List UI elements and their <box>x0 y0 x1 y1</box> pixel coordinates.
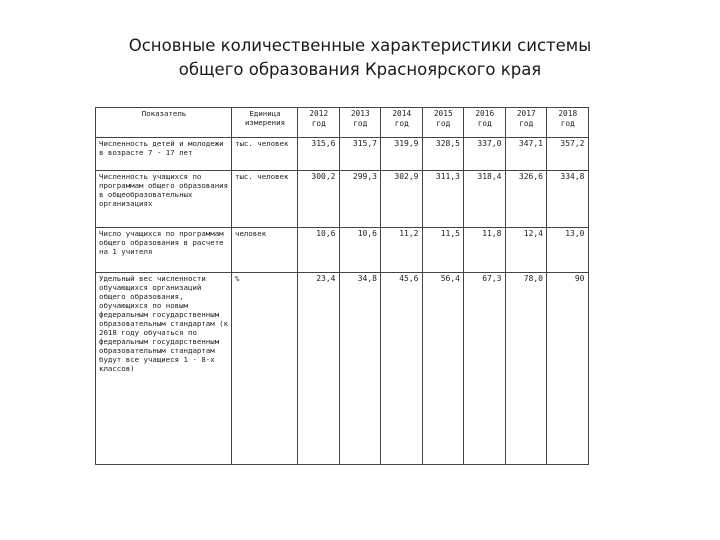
row-value: 11,5 <box>422 228 464 273</box>
row-value: 319,9 <box>381 138 423 171</box>
header-year-label: год <box>353 119 368 128</box>
row-value: 11,2 <box>381 228 423 273</box>
row-value: 311,3 <box>422 171 464 228</box>
row-value: 34,8 <box>339 273 381 465</box>
header-year-number: 2017 <box>516 109 536 118</box>
header-year-2018 <box>547 108 589 138</box>
row-value: 357,2 <box>547 138 589 171</box>
header-indicator: Показатель <box>96 108 232 138</box>
header-year-label: год <box>519 119 534 128</box>
characteristics-table <box>95 107 589 465</box>
row-value: 78,0 <box>505 273 547 465</box>
header-year-label: год <box>436 119 451 128</box>
row-value: 10,6 <box>298 228 340 273</box>
row-value: 337,0 <box>464 138 506 171</box>
header-year-2017 <box>505 108 547 138</box>
header-unit-line-2: измерения <box>244 118 286 127</box>
header-year-number: 2016 <box>475 109 495 118</box>
header-year-label: год <box>311 119 326 128</box>
row-value: 23,4 <box>298 273 340 465</box>
row-value: 300,2 <box>298 171 340 228</box>
row-indicator: Число учащихся по программам общего образования в расчете на 1 учителя <box>96 228 232 273</box>
row-value: 334,8 <box>547 171 589 228</box>
slide-title-line-1: Основные количественные характеристики системы <box>128 36 592 55</box>
header-year-2012 <box>298 108 340 138</box>
header-year-label: год <box>477 119 492 128</box>
row-value: 328,5 <box>422 138 464 171</box>
row-value: 326,6 <box>505 171 547 228</box>
header-year-number: 2014 <box>392 109 412 118</box>
row-unit: тыс. человек <box>232 171 298 228</box>
row-value: 67,3 <box>464 273 506 465</box>
row-value: 13,0 <box>547 228 589 273</box>
header-year-2015 <box>422 108 464 138</box>
header-year-number: 2015 <box>433 109 453 118</box>
row-value: 10,6 <box>339 228 381 273</box>
row-value: 56,4 <box>422 273 464 465</box>
header-unit <box>232 108 298 138</box>
row-value: 302,9 <box>381 171 423 228</box>
header-year-label: год <box>394 119 409 128</box>
row-indicator: Удельный вес численности обучающихся организаций общего образования, обучающихся по новым федеральным государственным образовательным стандартам (к 2018 году обучаться по федеральным государственным образовательным стандартам будут все учащиеся 1 - 8-х классов) <box>96 273 232 465</box>
table-row <box>96 273 589 465</box>
row-value: 90 <box>547 273 589 465</box>
header-year-number: 2018 <box>558 109 578 118</box>
header-year-2014 <box>381 108 423 138</box>
row-value: 299,3 <box>339 171 381 228</box>
row-value: 318,4 <box>464 171 506 228</box>
row-indicator: Численность детей и молодежи в возрасте 7 - 17 лет <box>96 138 232 171</box>
header-year-label: год <box>560 119 575 128</box>
table-row <box>96 228 589 273</box>
row-indicator: Численность учащихся по программам общего образования в общеобразовательных организациях <box>96 171 232 228</box>
row-unit: человек <box>232 228 298 273</box>
table-row <box>96 171 589 228</box>
row-unit: % <box>232 273 298 465</box>
row-value: 347,1 <box>505 138 547 171</box>
header-year-number: 2013 <box>350 109 370 118</box>
row-unit: тыс. человек <box>232 138 298 171</box>
row-value: 315,7 <box>339 138 381 171</box>
table-header-row <box>96 108 589 138</box>
row-value: 315,6 <box>298 138 340 171</box>
table-row <box>96 138 589 171</box>
header-unit-line-1: Единица <box>249 109 281 118</box>
slide-title-line-2: общего образования Красноярского края <box>178 60 542 79</box>
header-year-number: 2012 <box>309 109 329 118</box>
header-year-2013 <box>339 108 381 138</box>
slide-title <box>60 34 660 82</box>
row-value: 45,6 <box>381 273 423 465</box>
row-value: 11,8 <box>464 228 506 273</box>
header-year-2016 <box>464 108 506 138</box>
row-value: 12,4 <box>505 228 547 273</box>
